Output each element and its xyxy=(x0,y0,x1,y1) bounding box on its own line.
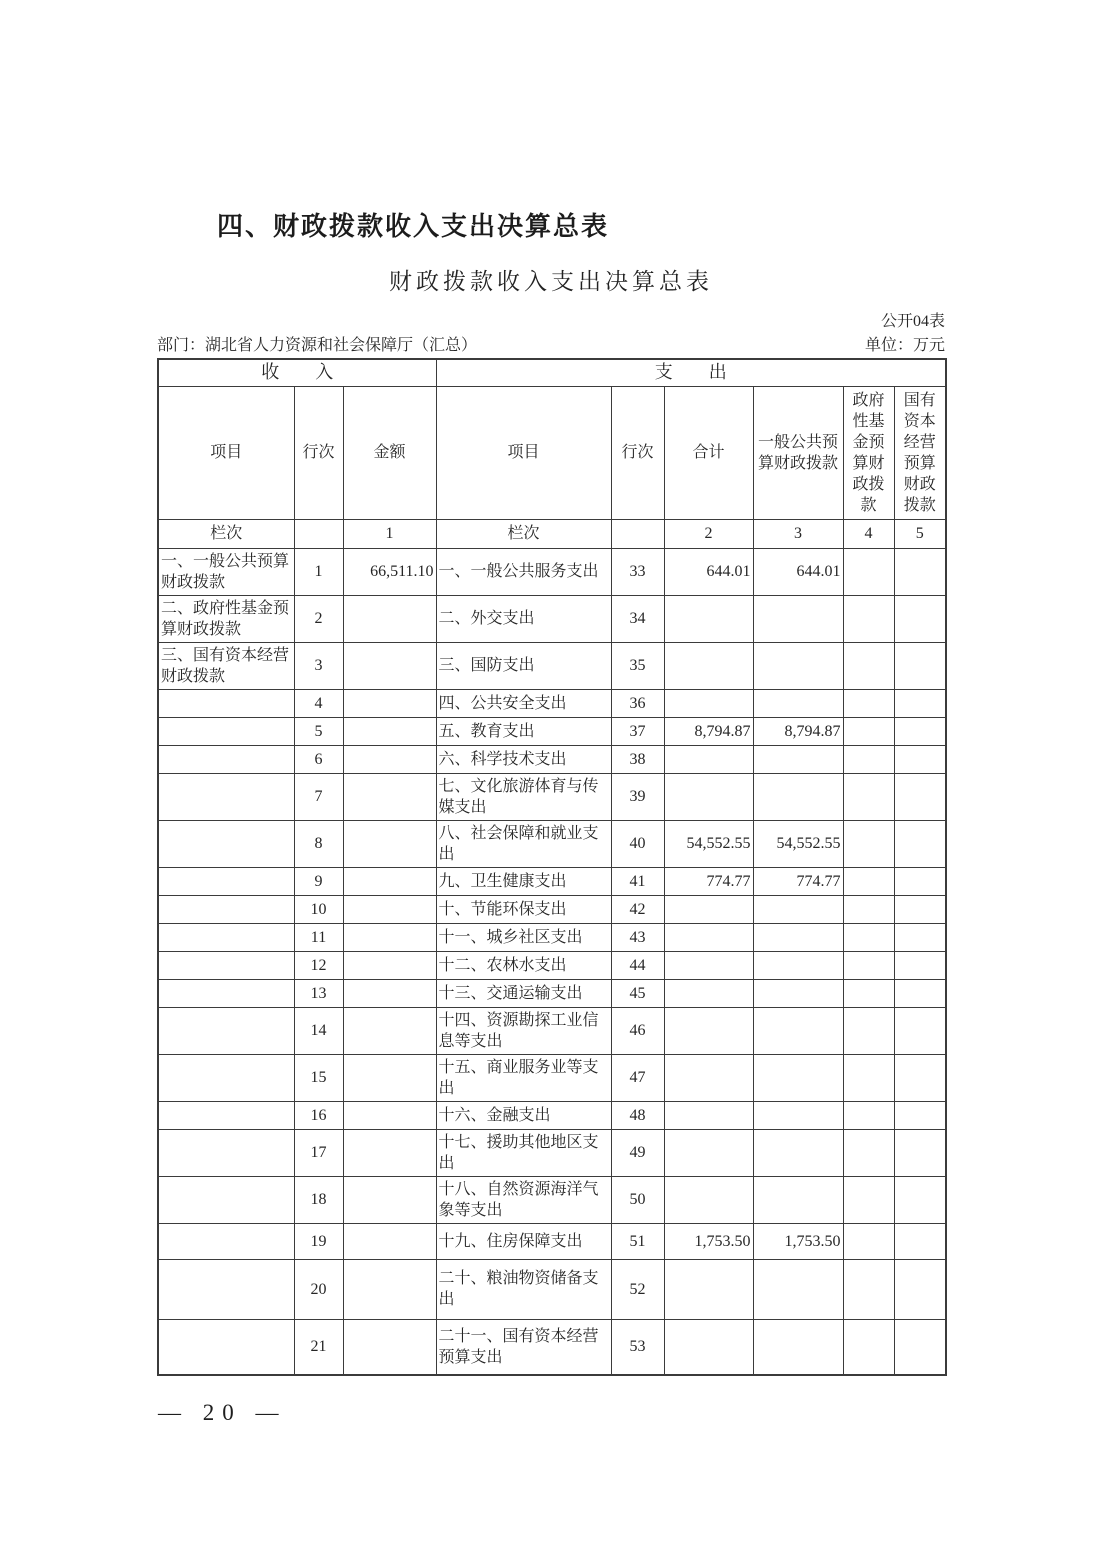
table-row xyxy=(158,1259,946,1319)
income-amount-cell xyxy=(343,642,436,689)
general-budget-cell xyxy=(753,979,843,1007)
total-cell: 644.01 xyxy=(664,548,753,595)
income-item-cell xyxy=(158,1176,294,1223)
table-row xyxy=(158,895,946,923)
expense-line-cell: 50 xyxy=(611,1176,664,1223)
index-cell xyxy=(294,519,343,548)
state-capital-cell xyxy=(894,689,946,717)
income-amount-cell xyxy=(343,820,436,867)
income-item-cell xyxy=(158,1101,294,1129)
income-amount-cell xyxy=(343,717,436,745)
income-amount-cell: 66,511.10 xyxy=(343,548,436,595)
income-line-cell: 1 xyxy=(294,548,343,595)
total-cell xyxy=(664,1259,753,1319)
expense-item-cell: 十六、金融支出 xyxy=(436,1101,611,1129)
expense-line-cell: 45 xyxy=(611,979,664,1007)
expense-item-cell: 二、外交支出 xyxy=(436,595,611,642)
income-item-cell xyxy=(158,1007,294,1054)
gov-fund-cell xyxy=(843,717,894,745)
state-capital-cell xyxy=(894,867,946,895)
expense-item-cell: 七、文化旅游体育与传媒支出 xyxy=(436,773,611,820)
state-capital-cell xyxy=(894,548,946,595)
general-budget-cell xyxy=(753,1129,843,1176)
index-cell: 5 xyxy=(894,519,946,548)
income-line-cell: 3 xyxy=(294,642,343,689)
state-capital-cell xyxy=(894,979,946,1007)
total-cell xyxy=(664,979,753,1007)
table-row xyxy=(158,820,946,867)
gov-fund-cell xyxy=(843,979,894,1007)
income-amount-cell xyxy=(343,895,436,923)
state-capital-cell xyxy=(894,745,946,773)
table-row xyxy=(158,689,946,717)
total-cell: 8,794.87 xyxy=(664,717,753,745)
index-row xyxy=(158,519,946,548)
income-item-cell xyxy=(158,867,294,895)
expense-line-cell: 44 xyxy=(611,951,664,979)
general-budget-cell: 1,753.50 xyxy=(753,1223,843,1259)
expense-line-cell: 33 xyxy=(611,548,664,595)
expense-item-cell: 十四、资源勘探工业信息等支出 xyxy=(436,1007,611,1054)
table-row xyxy=(158,1176,946,1223)
column-header-expense-item: 项目 xyxy=(436,386,611,519)
income-amount-cell xyxy=(343,979,436,1007)
general-budget-cell xyxy=(753,595,843,642)
state-capital-cell xyxy=(894,1129,946,1176)
gov-fund-cell xyxy=(843,951,894,979)
state-capital-cell xyxy=(894,1101,946,1129)
income-line-cell: 13 xyxy=(294,979,343,1007)
income-item-cell xyxy=(158,820,294,867)
column-header-row xyxy=(158,386,946,519)
table-row xyxy=(158,642,946,689)
income-item-cell xyxy=(158,717,294,745)
column-header-income-amount: 金额 xyxy=(343,386,436,519)
income-item-cell: 一、一般公共预算财政拨款 xyxy=(158,548,294,595)
expense-line-cell: 49 xyxy=(611,1129,664,1176)
index-cell xyxy=(611,519,664,548)
income-line-cell: 7 xyxy=(294,773,343,820)
income-line-cell: 9 xyxy=(294,867,343,895)
income-amount-cell xyxy=(343,773,436,820)
income-amount-cell xyxy=(343,1007,436,1054)
income-line-cell: 5 xyxy=(294,717,343,745)
index-cell: 3 xyxy=(753,519,843,548)
total-cell xyxy=(664,745,753,773)
total-cell xyxy=(664,1054,753,1101)
gov-fund-cell xyxy=(843,1101,894,1129)
income-amount-cell xyxy=(343,1176,436,1223)
general-budget-cell: 54,552.55 xyxy=(753,820,843,867)
table-row xyxy=(158,951,946,979)
expense-line-cell: 47 xyxy=(611,1054,664,1101)
section-title: 四、财政拨款收入支出决算总表 xyxy=(217,211,610,241)
index-cell: 4 xyxy=(843,519,894,548)
total-cell xyxy=(664,773,753,820)
expense-item-cell: 十二、农林水支出 xyxy=(436,951,611,979)
income-line-cell: 20 xyxy=(294,1259,343,1319)
gov-fund-cell xyxy=(843,1054,894,1101)
total-cell: 1,753.50 xyxy=(664,1223,753,1259)
table-row xyxy=(158,923,946,951)
general-budget-cell: 774.77 xyxy=(753,867,843,895)
total-cell xyxy=(664,1007,753,1054)
state-capital-cell xyxy=(894,773,946,820)
total-cell xyxy=(664,689,753,717)
expense-line-cell: 43 xyxy=(611,923,664,951)
general-budget-cell xyxy=(753,1101,843,1129)
income-group-header: 收 入 xyxy=(158,359,436,386)
column-header-state-capital: 国有资本经营预算财政拨款 xyxy=(894,386,946,519)
income-item-cell xyxy=(158,1054,294,1101)
income-item-cell: 二、政府性基金预算财政拨款 xyxy=(158,595,294,642)
table-row xyxy=(158,1101,946,1129)
table-row xyxy=(158,773,946,820)
state-capital-cell xyxy=(894,595,946,642)
general-budget-cell xyxy=(753,1176,843,1223)
general-budget-cell xyxy=(753,923,843,951)
table-title: 财政拨款收入支出决算总表 xyxy=(389,269,713,294)
general-budget-cell xyxy=(753,1054,843,1101)
total-cell: 54,552.55 xyxy=(664,820,753,867)
expense-line-cell: 42 xyxy=(611,895,664,923)
table-row xyxy=(158,1129,946,1176)
expense-line-cell: 53 xyxy=(611,1319,664,1375)
gov-fund-cell xyxy=(843,895,894,923)
column-header-gov-fund: 政府性基金预算财政拨款 xyxy=(843,386,894,519)
gov-fund-cell xyxy=(843,773,894,820)
expense-item-cell: 三、国防支出 xyxy=(436,642,611,689)
expense-line-cell: 36 xyxy=(611,689,664,717)
state-capital-cell xyxy=(894,1319,946,1375)
total-cell xyxy=(664,595,753,642)
department-label: 部门：湖北省人力资源和社会保障厅（汇总） xyxy=(157,337,478,354)
general-budget-cell: 644.01 xyxy=(753,548,843,595)
expense-item-cell: 六、科学技术支出 xyxy=(436,745,611,773)
income-item-cell xyxy=(158,951,294,979)
income-line-cell: 11 xyxy=(294,923,343,951)
column-header-income-item: 项目 xyxy=(158,386,294,519)
expense-line-cell: 48 xyxy=(611,1101,664,1129)
expense-item-cell: 八、社会保障和就业支出 xyxy=(436,820,611,867)
expense-item-cell: 五、教育支出 xyxy=(436,717,611,745)
table-row xyxy=(158,548,946,595)
income-item-cell xyxy=(158,1129,294,1176)
index-cell: 2 xyxy=(664,519,753,548)
income-line-cell: 12 xyxy=(294,951,343,979)
gov-fund-cell xyxy=(843,820,894,867)
gov-fund-cell xyxy=(843,745,894,773)
income-line-cell: 17 xyxy=(294,1129,343,1176)
column-header-income-line: 行次 xyxy=(294,386,343,519)
expense-item-cell: 十五、商业服务业等支出 xyxy=(436,1054,611,1101)
state-capital-cell xyxy=(894,820,946,867)
state-capital-cell xyxy=(894,717,946,745)
total-cell xyxy=(664,951,753,979)
expense-item-cell: 九、卫生健康支出 xyxy=(436,867,611,895)
income-item-cell xyxy=(158,1223,294,1259)
income-amount-cell xyxy=(343,1054,436,1101)
expense-line-cell: 41 xyxy=(611,867,664,895)
general-budget-cell xyxy=(753,1259,843,1319)
expense-line-cell: 52 xyxy=(611,1259,664,1319)
gov-fund-cell xyxy=(843,1176,894,1223)
total-cell xyxy=(664,1101,753,1129)
income-item-cell xyxy=(158,745,294,773)
expense-item-cell: 十八、自然资源海洋气象等支出 xyxy=(436,1176,611,1223)
state-capital-cell xyxy=(894,895,946,923)
table-row xyxy=(158,1223,946,1259)
income-line-cell: 16 xyxy=(294,1101,343,1129)
gov-fund-cell xyxy=(843,548,894,595)
income-item-cell xyxy=(158,895,294,923)
table-row xyxy=(158,867,946,895)
income-item-cell xyxy=(158,979,294,1007)
table-row xyxy=(158,1007,946,1054)
gov-fund-cell xyxy=(843,1259,894,1319)
meta-line xyxy=(157,332,945,355)
table-row xyxy=(158,1319,946,1375)
expense-line-cell: 34 xyxy=(611,595,664,642)
gov-fund-cell xyxy=(843,1007,894,1054)
group-header-row xyxy=(158,359,946,386)
income-line-cell: 2 xyxy=(294,595,343,642)
gov-fund-cell xyxy=(843,642,894,689)
income-amount-cell xyxy=(343,867,436,895)
gov-fund-cell xyxy=(843,689,894,717)
table-row xyxy=(158,595,946,642)
income-line-cell: 21 xyxy=(294,1319,343,1375)
general-budget-cell xyxy=(753,895,843,923)
table-body xyxy=(158,548,946,1375)
income-line-cell: 18 xyxy=(294,1176,343,1223)
expense-line-cell: 40 xyxy=(611,820,664,867)
income-line-cell: 14 xyxy=(294,1007,343,1054)
state-capital-cell xyxy=(894,951,946,979)
general-budget-cell xyxy=(753,745,843,773)
income-line-cell: 8 xyxy=(294,820,343,867)
income-amount-cell xyxy=(343,1319,436,1375)
income-amount-cell xyxy=(343,689,436,717)
unit-label: 单位：万元 xyxy=(864,337,945,354)
income-line-cell: 6 xyxy=(294,745,343,773)
gov-fund-cell xyxy=(843,595,894,642)
expense-line-cell: 46 xyxy=(611,1007,664,1054)
income-item-cell: 三、国有资本经营财政拨款 xyxy=(158,642,294,689)
gov-fund-cell xyxy=(843,867,894,895)
state-capital-cell xyxy=(894,1007,946,1054)
income-amount-cell xyxy=(343,745,436,773)
income-item-cell xyxy=(158,689,294,717)
general-budget-cell xyxy=(753,642,843,689)
total-cell xyxy=(664,895,753,923)
state-capital-cell xyxy=(894,1223,946,1259)
state-capital-cell xyxy=(894,1259,946,1319)
total-cell: 774.77 xyxy=(664,867,753,895)
column-header-general-budget: 一般公共预算财政拨款 xyxy=(753,386,843,519)
expense-line-cell: 37 xyxy=(611,717,664,745)
index-cell: 1 xyxy=(343,519,436,548)
expense-line-cell: 51 xyxy=(611,1223,664,1259)
expense-item-cell: 十、节能环保支出 xyxy=(436,895,611,923)
expense-line-cell: 38 xyxy=(611,745,664,773)
gov-fund-cell xyxy=(843,1223,894,1259)
expense-item-cell: 二十一、国有资本经营预算支出 xyxy=(436,1319,611,1375)
table-row xyxy=(158,745,946,773)
income-amount-cell xyxy=(343,1259,436,1319)
expense-item-cell: 二十、粮油物资储备支出 xyxy=(436,1259,611,1319)
gov-fund-cell xyxy=(843,1319,894,1375)
income-item-cell xyxy=(158,773,294,820)
income-line-cell: 15 xyxy=(294,1054,343,1101)
table-row xyxy=(158,1054,946,1101)
total-cell xyxy=(664,1176,753,1223)
state-capital-cell xyxy=(894,1054,946,1101)
general-budget-cell xyxy=(753,773,843,820)
column-header-total: 合计 xyxy=(664,386,753,519)
index-cell: 栏次 xyxy=(158,519,294,548)
income-item-cell xyxy=(158,1319,294,1375)
income-amount-cell xyxy=(343,1129,436,1176)
expense-item-cell: 十九、住房保障支出 xyxy=(436,1223,611,1259)
state-capital-cell xyxy=(894,1176,946,1223)
total-cell xyxy=(664,642,753,689)
expense-item-cell: 十三、交通运输支出 xyxy=(436,979,611,1007)
income-line-cell: 4 xyxy=(294,689,343,717)
index-cell: 栏次 xyxy=(436,519,611,548)
expense-item-cell: 一、一般公共服务支出 xyxy=(436,548,611,595)
income-amount-cell xyxy=(343,923,436,951)
income-item-cell xyxy=(158,923,294,951)
expense-line-cell: 35 xyxy=(611,642,664,689)
state-capital-cell xyxy=(894,642,946,689)
general-budget-cell xyxy=(753,689,843,717)
fiscal-table xyxy=(157,358,947,1376)
total-cell xyxy=(664,1319,753,1375)
general-budget-cell xyxy=(753,951,843,979)
income-amount-cell xyxy=(343,951,436,979)
table-row xyxy=(158,717,946,745)
state-capital-cell xyxy=(894,923,946,951)
expense-line-cell: 39 xyxy=(611,773,664,820)
income-amount-cell xyxy=(343,595,436,642)
income-line-cell: 19 xyxy=(294,1223,343,1259)
page-number: — 20 — xyxy=(158,1400,287,1425)
expense-item-cell: 十七、援助其他地区支出 xyxy=(436,1129,611,1176)
income-line-cell: 10 xyxy=(294,895,343,923)
income-amount-cell xyxy=(343,1101,436,1129)
column-header-expense-line: 行次 xyxy=(611,386,664,519)
income-amount-cell xyxy=(343,1223,436,1259)
expense-item-cell: 十一、城乡社区支出 xyxy=(436,923,611,951)
total-cell xyxy=(664,923,753,951)
general-budget-cell xyxy=(753,1319,843,1375)
gov-fund-cell xyxy=(843,1129,894,1176)
table-row xyxy=(158,979,946,1007)
general-budget-cell xyxy=(753,1007,843,1054)
income-item-cell xyxy=(158,1259,294,1319)
general-budget-cell: 8,794.87 xyxy=(753,717,843,745)
expense-item-cell: 四、公共安全支出 xyxy=(436,689,611,717)
table-code: 公开04表 xyxy=(880,313,945,330)
gov-fund-cell xyxy=(843,923,894,951)
total-cell xyxy=(664,1129,753,1176)
expense-group-header: 支 出 xyxy=(436,359,946,386)
